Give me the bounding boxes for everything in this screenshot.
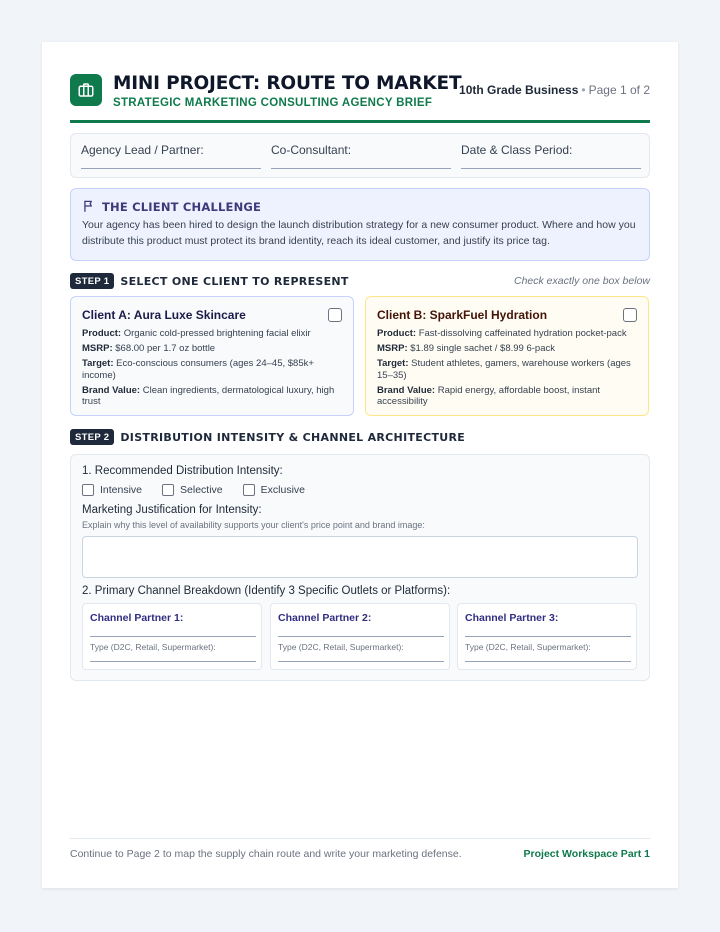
- worksheet-page: [42, 42, 678, 888]
- client-a-card: [70, 296, 354, 416]
- client-b-brand-value: Rapid energy, affordable boost, instant accessibility: [377, 384, 601, 407]
- option-intensive[interactable]: [82, 484, 142, 496]
- channel-partner-card: [82, 603, 262, 670]
- channel-partner-1-field[interactable]: Channel Partner 1:: [90, 612, 256, 637]
- channel-partner-2-type-field[interactable]: Type (D2C, Retail, Supermarket):: [278, 642, 444, 662]
- client-a-brand-value: Clean ingredients, dermatological luxury, high trust: [82, 384, 335, 407]
- client-b-card: [365, 296, 649, 416]
- agency-lead-field[interactable]: Agency Lead / Partner:: [81, 143, 261, 169]
- challenge-text: Your agency has been hired to design the launch distribution strategy for a new consumer product. Where and how you distribute this product must protect its brand identity, reach its ideal customer, and justify its price tag.: [82, 219, 636, 247]
- intensity-options: [82, 484, 325, 496]
- step-1-title: SELECT ONE CLIENT TO REPRESENT: [120, 274, 349, 288]
- product-label: Product:: [82, 328, 122, 339]
- client-b-product: Fast-dissolving caffeinated hydration pocket-pack: [418, 328, 627, 339]
- option-label: Intensive: [100, 484, 143, 496]
- client-challenge-box: [70, 188, 650, 261]
- channel-partner-card: [270, 603, 450, 670]
- product-label: Product:: [377, 328, 417, 339]
- step-2-title: DISTRIBUTION INTENSITY & CHANNEL ARCHITECTURE: [120, 430, 466, 444]
- channel-partner-2-field[interactable]: Channel Partner 2:: [278, 612, 444, 637]
- step-2-header: [70, 428, 465, 446]
- page-title: MINI PROJECT: ROUTE TO MARKET: [113, 73, 462, 94]
- intensity-question: 1. Recommended Distribution Intensity:: [82, 465, 283, 477]
- meta-separator: •: [581, 83, 586, 97]
- target-label: Target:: [82, 358, 114, 369]
- header: [70, 73, 650, 123]
- intensive-checkbox[interactable]: [82, 484, 94, 496]
- channel-partner-card: [457, 603, 637, 670]
- client-b-target: Student athletes, gamers, warehouse workers (ages 15–35): [377, 358, 631, 381]
- name-fields: [70, 133, 650, 178]
- step-1-note: Check exactly one box below: [514, 275, 650, 287]
- option-label: Exclusive: [260, 484, 305, 496]
- justification-instructions: Explain why this level of availability supports your client's price point and brand image:: [82, 520, 425, 530]
- client-a-checkbox[interactable]: [328, 308, 342, 322]
- step-2-badge: STEP 2: [70, 429, 114, 445]
- co-consultant-field[interactable]: Co-Consultant:: [271, 143, 451, 169]
- flag-icon: [82, 199, 96, 218]
- exclusive-checkbox[interactable]: [243, 484, 255, 496]
- footer: [70, 838, 650, 860]
- brand-value-label: Brand Value:: [377, 384, 436, 396]
- distribution-section: [70, 454, 650, 681]
- page-number: Page 1 of 2: [588, 83, 650, 97]
- target-label: Target:: [377, 358, 409, 369]
- msrp-label: MSRP:: [82, 343, 113, 354]
- justification-title: Marketing Justification for Intensity:: [82, 504, 262, 516]
- client-b-msrp: $1.89 single sachet / $8.99 6-pack: [410, 343, 555, 354]
- briefcase-icon: [70, 74, 102, 106]
- step-1-header: [70, 272, 349, 290]
- msrp-label: MSRP:: [377, 343, 408, 354]
- client-b-checkbox[interactable]: [623, 308, 637, 322]
- client-a-product: Organic cold-pressed brightening facial elixir: [123, 328, 311, 339]
- date-class-field[interactable]: Date & Class Period:: [461, 143, 641, 169]
- client-b-name: Client B: SparkFuel Hydration: [377, 308, 548, 322]
- client-a-name: Client A: Aura Luxe Skincare: [82, 308, 246, 322]
- option-label: Selective: [180, 484, 223, 496]
- channel-partner-3-field[interactable]: Channel Partner 3:: [465, 612, 631, 637]
- selective-checkbox[interactable]: [162, 484, 174, 496]
- client-a-target: Eco-conscious consumers (ages 24–45, $85k+ income): [82, 358, 314, 381]
- page-subtitle: STRATEGIC MARKETING CONSULTING AGENCY BRIEF: [113, 97, 433, 109]
- client-b-details: [377, 328, 635, 411]
- footer-instructions: Continue to Page 2 to map the supply chain route and write your marketing defense.: [70, 848, 462, 860]
- header-meta: [459, 83, 650, 97]
- footer-label: Project Workspace Part 1: [523, 848, 650, 860]
- option-exclusive[interactable]: [243, 484, 305, 496]
- step-1-badge: STEP 1: [70, 273, 114, 289]
- client-a-details: [82, 328, 340, 411]
- channel-breakdown-question: 2. Primary Channel Breakdown (Identify 3 Specific Outlets or Platforms):: [82, 585, 451, 597]
- channel-partner-3-type-field[interactable]: Type (D2C, Retail, Supermarket):: [465, 642, 631, 662]
- justification-textarea[interactable]: [82, 536, 638, 578]
- brand-value-label: Brand Value:: [82, 384, 141, 396]
- channel-partner-1-type-field[interactable]: Type (D2C, Retail, Supermarket):: [90, 642, 256, 662]
- client-a-msrp: $68.00 per 1.7 oz bottle: [115, 343, 216, 354]
- challenge-title: THE CLIENT CHALLENGE: [102, 200, 262, 214]
- grade-label: 10th Grade Business: [459, 83, 579, 97]
- option-selective[interactable]: [162, 484, 223, 496]
